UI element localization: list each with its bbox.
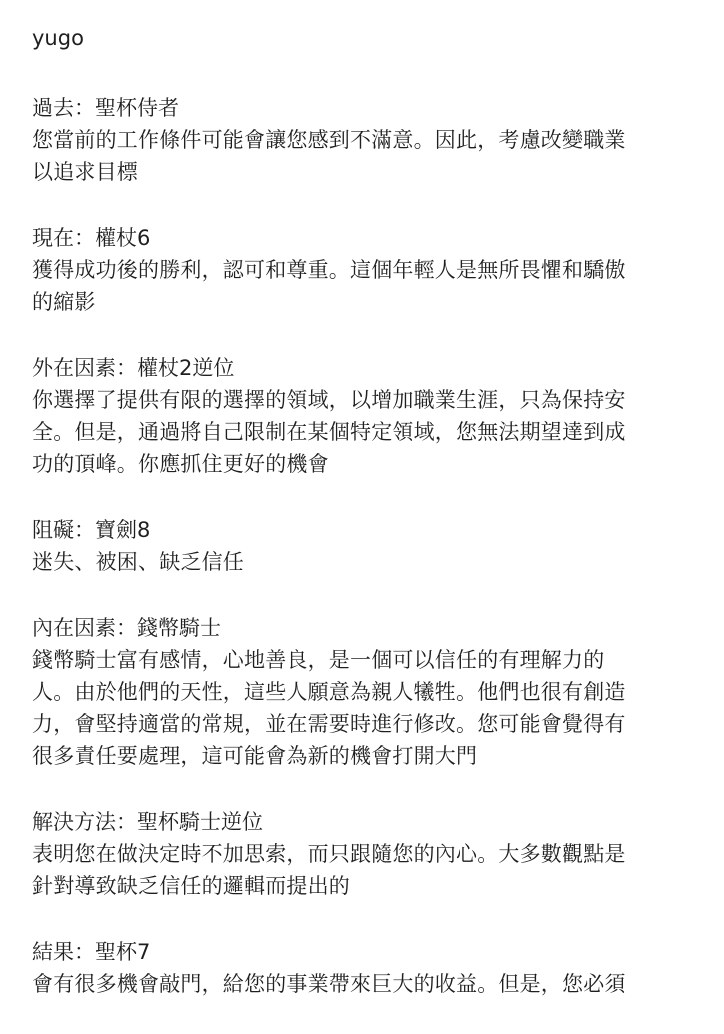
- author-name: yugo: [32, 26, 84, 50]
- section-title: 現在：權杖6: [32, 226, 151, 250]
- section-title: 外在因素：權杖2逆位: [32, 356, 235, 380]
- section-title: 內在因素：錢幣騎士: [32, 616, 221, 640]
- section-text-line: 迷失、被困、缺乏信任: [32, 550, 244, 574]
- section-text-line: 力，會堅持適當的常規，並在需要時進行修改。您可能會覺得有: [32, 712, 626, 736]
- section-past: [32, 92, 692, 188]
- section-solution: [32, 806, 692, 902]
- section-title: 解決方法：聖杯騎士逆位: [32, 810, 263, 834]
- section-obstacle: [32, 514, 692, 578]
- section-title: 結果：聖杯7: [32, 940, 151, 964]
- section-text-line: 表明您在做決定時不加思索，而只跟隨您的內心。大多數觀點是: [32, 842, 626, 866]
- section-text-line: 全。但是，通過將自己限制在某個特定領域，您無法期望達到成: [32, 420, 626, 444]
- section-present: [32, 222, 692, 318]
- section-internal-factors: [32, 612, 692, 772]
- section-text-line: 很多責任要處理，這可能會為新的機會打開大門: [32, 744, 478, 768]
- section-text-line: 錢幣騎士富有感情，心地善良，是一個可以信任的有理解力的: [32, 648, 605, 672]
- section-external-factors: [32, 352, 692, 480]
- section-title: 阻礙：寶劍8: [32, 518, 151, 542]
- section-text-line: 會有很多機會敲門，給您的事業帶來巨大的收益。但是，您必須: [32, 972, 626, 996]
- section-title: 過去：聖杯侍者: [32, 96, 179, 120]
- section-outcome: [32, 936, 692, 1000]
- section-text-line: 您當前的工作條件可能會讓您感到不滿意。因此，考慮改變職業: [32, 128, 626, 152]
- section-text-line: 獲得成功後的勝利，認可和尊重。這個年輕人是無所畏懼和驕傲: [32, 258, 626, 282]
- section-text-line: 功的頂峰。你應抓住更好的機會: [32, 452, 329, 476]
- section-text-line: 你選擇了提供有限的選擇的領域，以增加職業生涯，只為保持安: [32, 388, 626, 412]
- section-text-line: 人。由於他們的天性，這些人願意為親人犧牲。他們也很有創造: [32, 680, 626, 704]
- section-text-line: 以追求目標: [32, 160, 138, 184]
- reading-content: [32, 22, 692, 1034]
- section-text-line: 針對導致缺乏信任的邏輯而提出的: [32, 874, 350, 898]
- section-text-line: 的縮影: [32, 290, 96, 314]
